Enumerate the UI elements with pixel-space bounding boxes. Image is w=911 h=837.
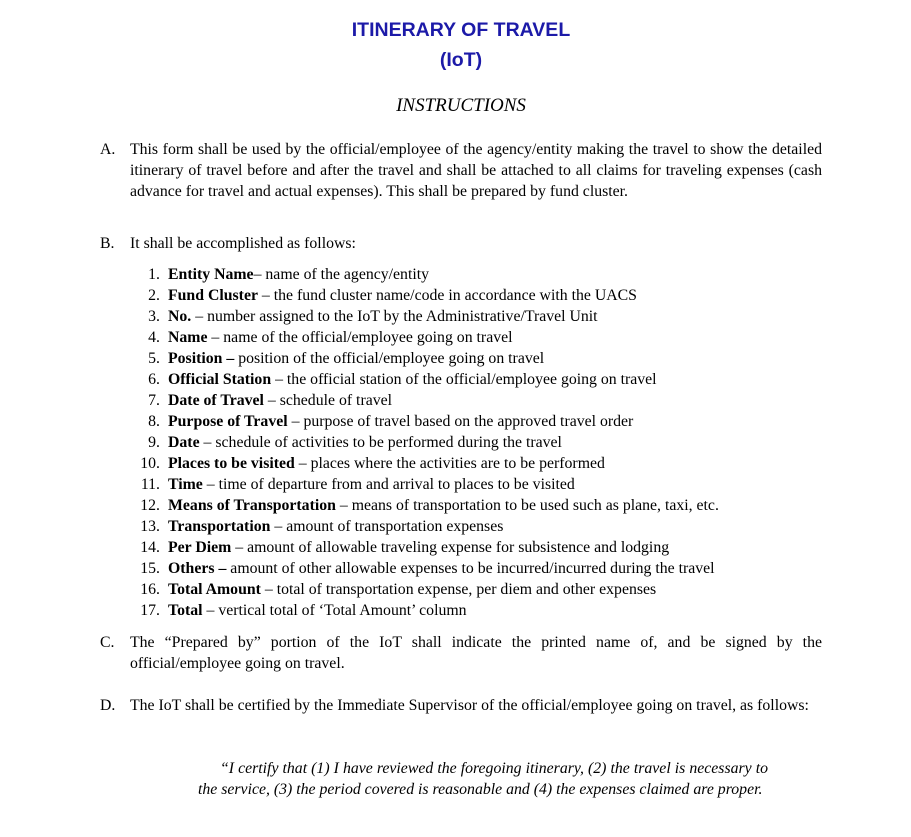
list-item-text — [168, 348, 544, 369]
list-item-number: 12. — [140, 497, 160, 514]
list-item-term: Per Diem — [168, 539, 232, 556]
list-item-text — [168, 369, 657, 390]
list-item-term: Total Amount — [168, 581, 261, 598]
list-item-text — [168, 432, 562, 453]
list-item-text — [168, 264, 429, 285]
list-item-term: Time — [168, 476, 203, 493]
list-item-number: 3. — [148, 308, 160, 325]
list-item — [130, 306, 830, 327]
list-item-number: 2. — [148, 287, 160, 304]
list-item-number: 4. — [148, 329, 160, 346]
list-item-description: – name of the agency/entity — [253, 266, 430, 283]
list-item-number: 8. — [148, 413, 160, 430]
list-item-number: 13. — [140, 518, 160, 535]
section-b-letter: B. — [100, 235, 115, 252]
list-item-number: 10. — [140, 455, 160, 472]
list-item-term: Purpose of Travel — [168, 413, 288, 430]
list-item — [130, 453, 830, 474]
list-item-description: – schedule of travel — [263, 392, 393, 409]
list-item — [130, 327, 830, 348]
list-item-description: – vertical total of ‘Total Amount’ column — [202, 602, 467, 619]
list-item-text — [168, 390, 392, 411]
list-item — [130, 558, 830, 579]
section-c-text: The “Prepared by” portion of the IoT shall indicate the printed name of, and be signed by the official/employee going on travel. — [130, 634, 822, 672]
list-item-term: Others – — [168, 560, 227, 577]
list-item-number: 15. — [140, 560, 160, 577]
list-item-description: – the fund cluster name/code in accordance with the UACS — [257, 287, 637, 304]
section-c — [100, 632, 822, 674]
list-item — [130, 348, 830, 369]
list-item-description: – places where the activities are to be performed — [294, 455, 605, 472]
list-item-description: – purpose of travel based on the approved travel order — [287, 413, 634, 430]
certification-quote: “I certify that (1) I have reviewed the foregoing itinerary, (2) the travel is necessary to the service, (3) the period covered is reasonable and (4) the expenses claimed are proper. — [198, 760, 768, 798]
section-b — [100, 233, 822, 254]
list-item-text — [168, 495, 719, 516]
list-item-term: Total — [168, 602, 203, 619]
list-item — [130, 516, 830, 537]
list-item — [130, 579, 830, 600]
list-item-number: 7. — [148, 392, 160, 409]
list-item-text — [168, 600, 467, 621]
list-item-description: – total of transportation expense, per diem and other expenses — [260, 581, 657, 598]
list-item-term: Places to be visited — [168, 455, 295, 472]
instructions-heading: INSTRUCTIONS — [396, 95, 526, 116]
list-item — [130, 474, 830, 495]
list-item-term: Position – — [168, 350, 235, 367]
list-item-number: 1. — [148, 266, 160, 283]
list-item-description: – number assigned to the IoT by the Administrative/Travel Unit — [191, 308, 598, 325]
list-item-term: No. — [168, 308, 192, 325]
list-item-number: 17. — [140, 602, 160, 619]
section-c-letter: C. — [100, 634, 115, 651]
list-item-number: 5. — [148, 350, 160, 367]
list-item-description: amount of other allowable expenses to be incurred/incurred during the travel — [226, 560, 715, 577]
list-item — [130, 600, 830, 621]
list-item-text — [168, 411, 633, 432]
list-item-number: 6. — [148, 371, 160, 388]
list-item-description: – means of transportation to be used such as plane, taxi, etc. — [335, 497, 719, 514]
list-item-text — [168, 453, 605, 474]
list-item-number: 11. — [140, 476, 160, 493]
list-item-term: Official Station — [168, 371, 272, 388]
instruction-list — [130, 264, 830, 621]
list-item-number: 14. — [140, 539, 160, 556]
list-item-term: Name — [168, 329, 208, 346]
document-title: ITINERARY OF TRAVEL — [351, 19, 571, 41]
list-item-description: – the official station of the official/employee going on travel — [271, 371, 657, 388]
list-item-description: – amount of transportation expenses — [270, 518, 504, 535]
list-item-term: Transportation — [168, 518, 271, 535]
list-item-term: Means of Transportation — [168, 497, 336, 514]
list-item — [130, 264, 830, 285]
list-item — [130, 411, 830, 432]
list-item-description: – time of departure from and arrival to places to be visited — [202, 476, 575, 493]
list-item-text — [168, 579, 656, 600]
section-a-text: This form shall be used by the official/employee of the agency/entity making the travel to show the detailed itinerary of travel before and after the travel and shall be attached to all claims for traveling expenses (cash advance for travel and actual expenses). This shall be prepared by fund cluster. — [130, 141, 822, 200]
list-item-number: 9. — [148, 434, 160, 451]
list-item-description: – name of the official/employee going on travel — [207, 329, 513, 346]
document-subtitle: (IoT) — [439, 49, 483, 71]
section-a-letter: A. — [100, 141, 116, 158]
list-item-term: Date — [168, 434, 200, 451]
list-item-text — [168, 558, 715, 579]
section-b-text: It shall be accomplished as follows: — [130, 235, 356, 252]
section-d-letter: D. — [100, 697, 116, 714]
list-item-term: Entity Name — [168, 266, 254, 283]
list-item-term: Date of Travel — [168, 392, 264, 409]
list-item-text — [168, 537, 669, 558]
list-item-description: – schedule of activities to be performed during the travel — [199, 434, 562, 451]
section-a — [100, 139, 822, 202]
list-item — [130, 369, 830, 390]
list-item-text — [168, 327, 513, 348]
list-item — [130, 495, 830, 516]
section-d-text: The IoT shall be certified by the Immediate Supervisor of the official/employee going on travel, as follows: — [130, 697, 809, 714]
list-item-description: – amount of allowable traveling expense for subsistence and lodging — [231, 539, 670, 556]
section-d — [100, 695, 822, 716]
list-item-description: position of the official/employee going on travel — [234, 350, 545, 367]
list-item-term: Fund Cluster — [168, 287, 258, 304]
list-item-text — [168, 516, 503, 537]
list-item-number: 16. — [140, 581, 160, 598]
list-item — [130, 285, 830, 306]
list-item — [130, 390, 830, 411]
list-item-text — [168, 474, 575, 495]
list-item-text — [168, 285, 637, 306]
list-item — [130, 432, 830, 453]
list-item-text — [168, 306, 598, 327]
list-item — [130, 537, 830, 558]
